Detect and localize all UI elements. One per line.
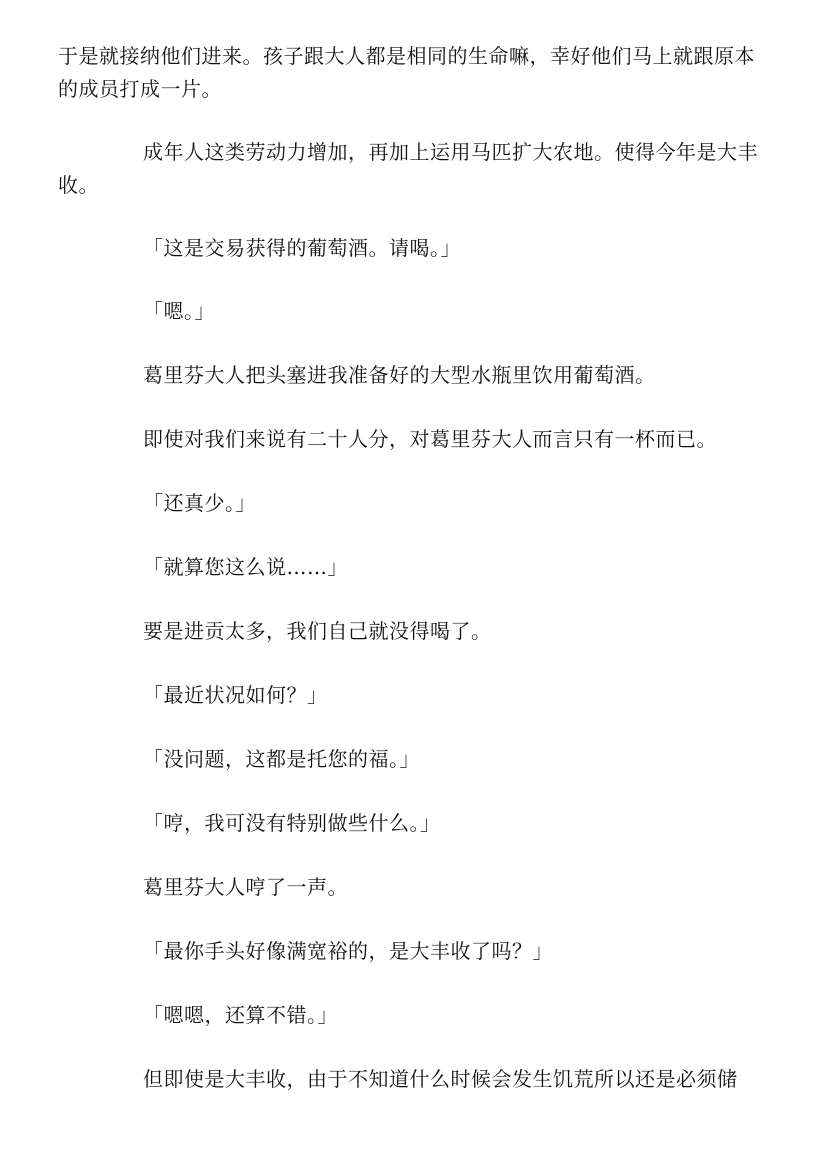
paragraph-3: 「这是交易获得的葡萄酒。请喝。」 — [143, 236, 461, 260]
paragraph-13: 葛里芬大人哼了一声。 — [143, 875, 348, 899]
paragraph-1: 于是就接纳他们进来。孩子跟大人都是相同的生命嘛，幸好他们马上就跟原本的成员打成一片。 — [58, 44, 755, 101]
paragraph-15: 「嗯嗯，还算不错。」 — [143, 1003, 338, 1027]
paragraph-8: 「就算您这么说……」 — [143, 555, 348, 579]
paragraph-10: 「最近状况如何？」 — [143, 683, 328, 707]
paragraph-5: 葛里芬大人把头塞进我准备好的大型水瓶里饮用葡萄酒。 — [143, 363, 656, 387]
paragraph-16: 但即使是大丰收，由于不知道什么时候会发生饥荒所以还是必须储 — [143, 1067, 738, 1091]
paragraph-6: 即使对我们来说有二十人分，对葛里芬大人而言只有一杯而已。 — [143, 427, 717, 451]
paragraph-7: 「还真少。」 — [143, 491, 256, 515]
paragraph-9: 要是进贡太多，我们自己就没得喝了。 — [143, 619, 492, 643]
paragraph-11: 「没问题，这都是托您的福。」 — [143, 747, 420, 771]
paragraph-4: 「嗯。」 — [143, 299, 215, 323]
paragraph-14: 「最你手头好像满宽裕的，是大丰收了吗？」 — [143, 939, 553, 963]
paragraph-2: 成年人这类劳动力增加，再加上运用马匹扩大农地。使得今年是大丰收。 — [58, 140, 758, 197]
paragraph-12: 「哼，我可没有特别做些什么。」 — [143, 811, 441, 835]
